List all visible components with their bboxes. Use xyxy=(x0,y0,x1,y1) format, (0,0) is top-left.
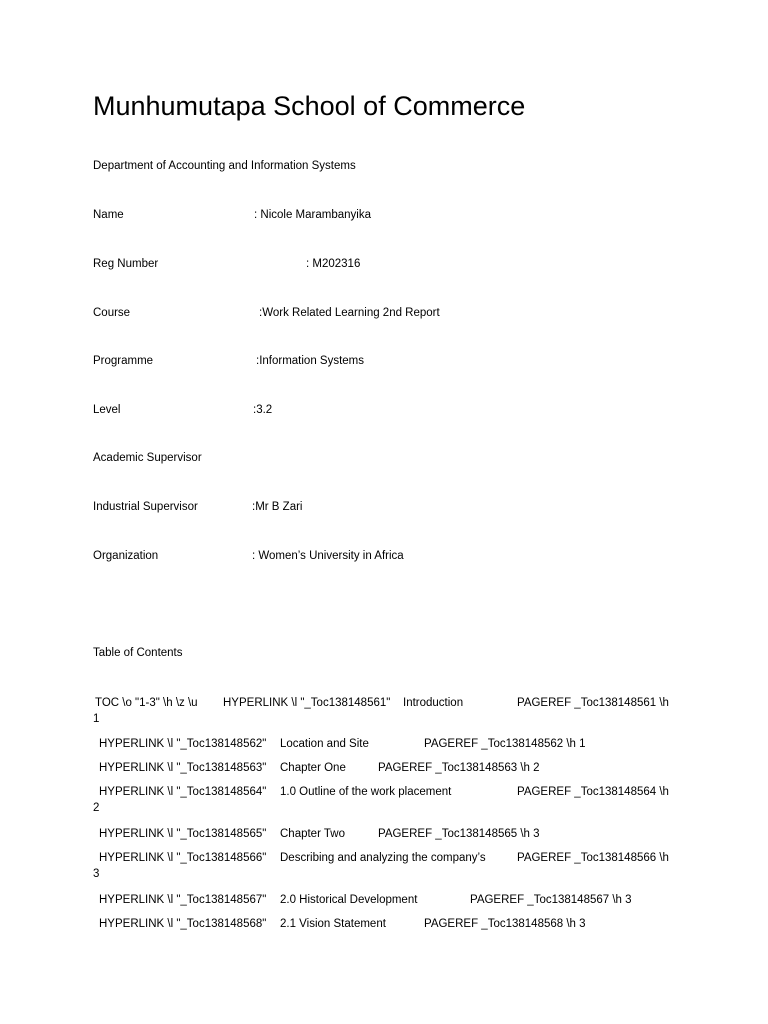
toc-entry-text: Chapter Two xyxy=(280,828,345,840)
toc-pageref: PAGEREF _Toc138148567 \h 3 xyxy=(470,894,632,906)
toc-page-number: 2 xyxy=(93,802,100,814)
toc-pageref: PAGEREF _Toc138148566 \h xyxy=(517,852,669,864)
field-course xyxy=(93,304,678,322)
toc-hyperlink-code: HYPERLINK \l "_Toc138148567" xyxy=(99,894,267,906)
toc-entry-text: Chapter One xyxy=(280,762,346,774)
toc-entry-text: Location and Site xyxy=(280,738,369,750)
toc-entry-text: Describing and analyzing the company’s xyxy=(280,852,486,864)
field-label: Industrial Supervisor xyxy=(93,501,198,513)
field-label: Programme xyxy=(93,355,154,367)
toc-heading: Table of Contents xyxy=(93,647,183,659)
toc-field-code: TOC \o "1-3" \h \z \u xyxy=(95,697,198,709)
field-label: Organization xyxy=(93,550,159,562)
toc-page-number: 3 xyxy=(93,868,100,880)
page-title: Munhumutapa School of Commerce xyxy=(93,91,526,121)
toc-hyperlink-code: HYPERLINK \l "_Toc138148561" xyxy=(223,697,391,709)
field-label: Reg Number xyxy=(93,258,159,270)
department-name: Department of Accounting and Information Systems xyxy=(93,160,356,172)
toc-page-number: 1 xyxy=(93,713,100,725)
toc-hyperlink-code: HYPERLINK \l "_Toc138148564" xyxy=(99,786,267,798)
toc-hyperlink-code: HYPERLINK \l "_Toc138148566" xyxy=(99,852,267,864)
toc-entry-text: Introduction xyxy=(403,697,464,709)
field-value: : Nicole Marambanyika xyxy=(254,209,371,221)
field-value: :3.2 xyxy=(253,404,273,416)
field-value: :Information Systems xyxy=(256,355,365,367)
field-industrial-supervisor xyxy=(93,498,678,516)
field-value: : M202316 xyxy=(306,258,361,270)
field-label: Course xyxy=(93,307,131,319)
toc-pageref: PAGEREF _Toc138148565 \h 3 xyxy=(378,828,540,840)
toc-pageref: PAGEREF _Toc138148568 \h 3 xyxy=(424,918,586,930)
toc-pageref: PAGEREF _Toc138148561 \h xyxy=(517,697,669,709)
field-name xyxy=(93,206,678,224)
field-label: Level xyxy=(93,404,121,416)
document-page xyxy=(93,0,678,1024)
field-value: : Women’s University in Africa xyxy=(252,550,404,562)
toc-hyperlink-code: HYPERLINK \l "_Toc138148562" xyxy=(99,738,267,750)
toc-hyperlink-code: HYPERLINK \l "_Toc138148568" xyxy=(99,918,267,930)
toc-hyperlink-code: HYPERLINK \l "_Toc138148563" xyxy=(99,762,267,774)
field-academic-supervisor xyxy=(93,449,678,467)
toc-entry-text: 1.0 Outline of the work placement xyxy=(280,786,452,798)
field-label: Academic Supervisor xyxy=(93,452,202,464)
toc-entry-text: 2.1 Vision Statement xyxy=(280,918,386,930)
toc-hyperlink-code: HYPERLINK \l "_Toc138148565" xyxy=(99,828,267,840)
field-programme xyxy=(93,352,678,370)
field-level xyxy=(93,401,678,419)
field-label: Name xyxy=(93,209,124,221)
toc-entry-text: 2.0 Historical Development xyxy=(280,894,418,906)
toc-pageref: PAGEREF _Toc138148562 \h 1 xyxy=(424,738,586,750)
field-value: :Mr B Zari xyxy=(252,501,303,513)
field-organization xyxy=(93,547,678,565)
toc-pageref: PAGEREF _Toc138148563 \h 2 xyxy=(378,762,540,774)
toc-pageref: PAGEREF _Toc138148564 \h xyxy=(517,786,669,798)
field-value: :Work Related Learning 2nd Report xyxy=(259,307,440,319)
field-reg-number xyxy=(93,255,678,273)
